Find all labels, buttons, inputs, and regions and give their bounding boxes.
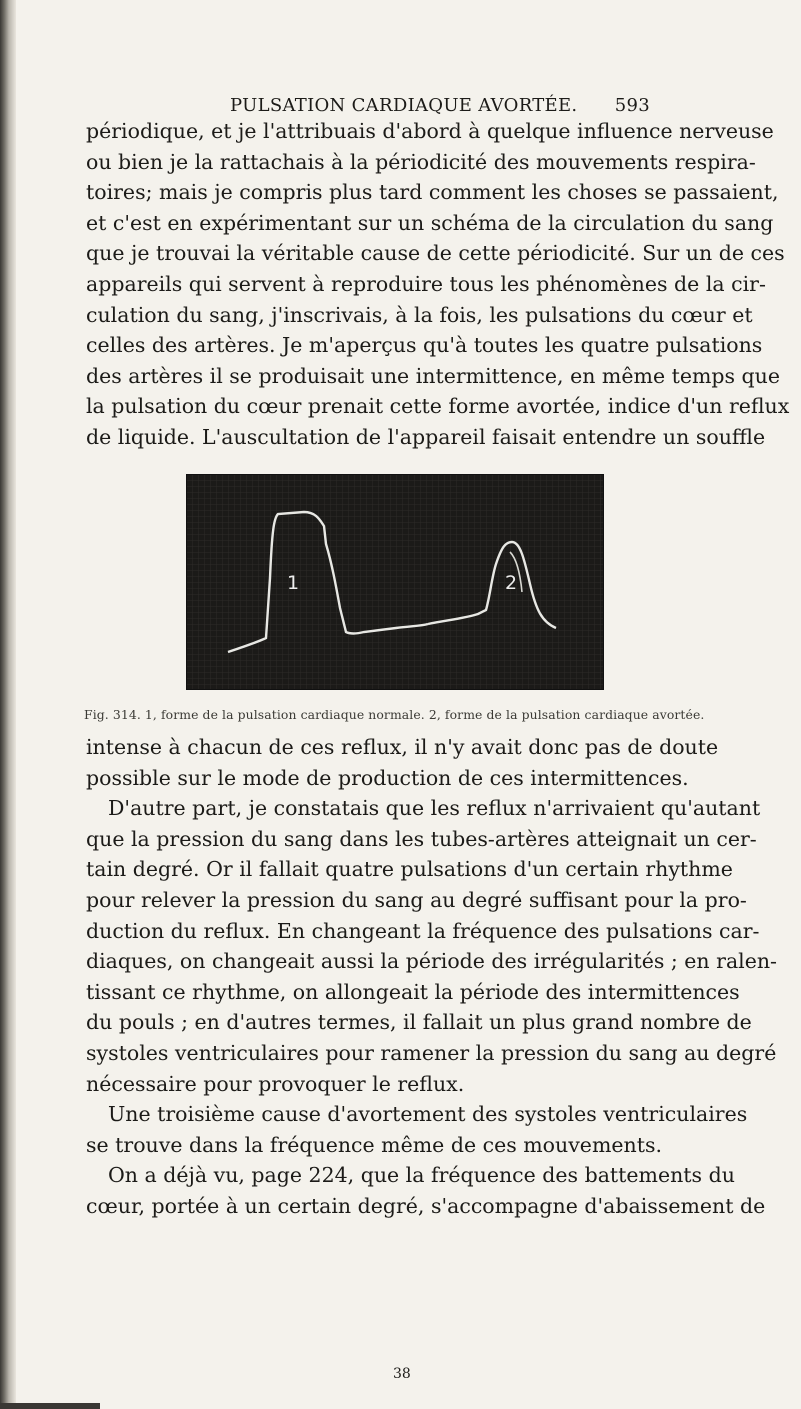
- text-line: des artères il se produisait une intermittence, en même temps que: [86, 363, 781, 388]
- signature-mark: 38: [393, 1366, 411, 1382]
- page-binding-foot: [0, 1403, 100, 1409]
- text-line: D'autre part, je constatais que les reflux n'arrivaient qu'autant: [108, 796, 761, 821]
- text-line: que je trouvai la véritable cause de cette périodicité. Sur un de ces: [86, 241, 785, 266]
- text-line: ou bien je la rattachais à la périodicité des mouvements respira-: [86, 149, 756, 174]
- text-line: possible sur le mode de production de ces intermittences.: [86, 765, 689, 790]
- running-head: [230, 95, 650, 115]
- text-line: la pulsation du cœur prenait cette forme avortée, indice d'un reflux: [86, 394, 790, 419]
- paragraph-after-figure: [86, 732, 777, 1222]
- text-line: intense à chacun de ces reflux, il n'y avait donc pas de doute: [86, 735, 719, 759]
- tracing-grid: [186, 474, 604, 690]
- text-line: On a déjà vu, page 224, que la fréquence des battements du: [108, 1163, 735, 1188]
- text-line: diaques, on changeait aussi la période des irrégularités ; en ralen-: [86, 949, 777, 974]
- paragraph-before-figure: [86, 116, 790, 453]
- text-line: et c'est en expérimentant sur un schéma de la circulation du sang: [86, 210, 774, 235]
- text-line: tissant ce rhythme, on allongeait la période des intermittences: [86, 979, 740, 1004]
- page-binding-edge: [0, 0, 16, 1409]
- page-number: 593: [614, 95, 650, 116]
- text-line: systoles ventriculaires pour ramener la pression du sang au degré: [86, 1040, 777, 1065]
- curve-label-aborted: 2: [505, 572, 518, 594]
- figure-caption: Fig. 314. 1, forme de la pulsation cardiaque normale. 2, forme de la pulsation cardiaque avortée.: [84, 707, 705, 722]
- text-line: duction du reflux. En changeant la fréquence des pulsations car-: [86, 918, 760, 943]
- text-line: de liquide. L'auscultation de l'appareil faisait entendre un souffle: [86, 424, 766, 449]
- text-line: cœur, portée à un certain degré, s'accompagne d'abaissement de: [86, 1193, 766, 1218]
- curve-label-normal: 1: [287, 572, 300, 594]
- text-line: tain degré. Or il fallait quatre pulsations d'un certain rhythme: [86, 857, 733, 882]
- text-line: du pouls ; en d'autres termes, il fallait un plus grand nombre de: [86, 1010, 752, 1035]
- text-line: celles des artères. Je m'aperçus qu'à toutes les quatre pulsations: [86, 333, 763, 358]
- text-line: Une troisième cause d'avortement des systoles ventriculaires: [108, 1102, 748, 1127]
- text-line: périodique, et je l'attribuais d'abord à quelque influence nerveuse: [86, 119, 774, 143]
- text-line: culation du sang, j'inscrivais, à la fois, les pulsations du cœur et: [86, 302, 753, 327]
- text-line: nécessaire pour provoquer le reflux.: [86, 1071, 465, 1096]
- running-head-title: PULSATION CARDIAQUE AVORTÉE.: [230, 95, 578, 116]
- text-line: pour relever la pression du sang au degré suffisant pour la pro-: [86, 887, 747, 912]
- text-line: que la pression du sang dans les tubes-artères atteignait un cer-: [86, 826, 757, 851]
- text-line: se trouve dans la fréquence même de ces mouvements.: [86, 1132, 662, 1157]
- text-line: toires; mais je compris plus tard comment les choses se passaient,: [86, 180, 779, 205]
- text-line: appareils qui servent à reproduire tous les phénomènes de la cir-: [86, 271, 766, 296]
- pulse-tracing-figure: [186, 474, 604, 690]
- pulse-tracing-plot: [186, 474, 604, 690]
